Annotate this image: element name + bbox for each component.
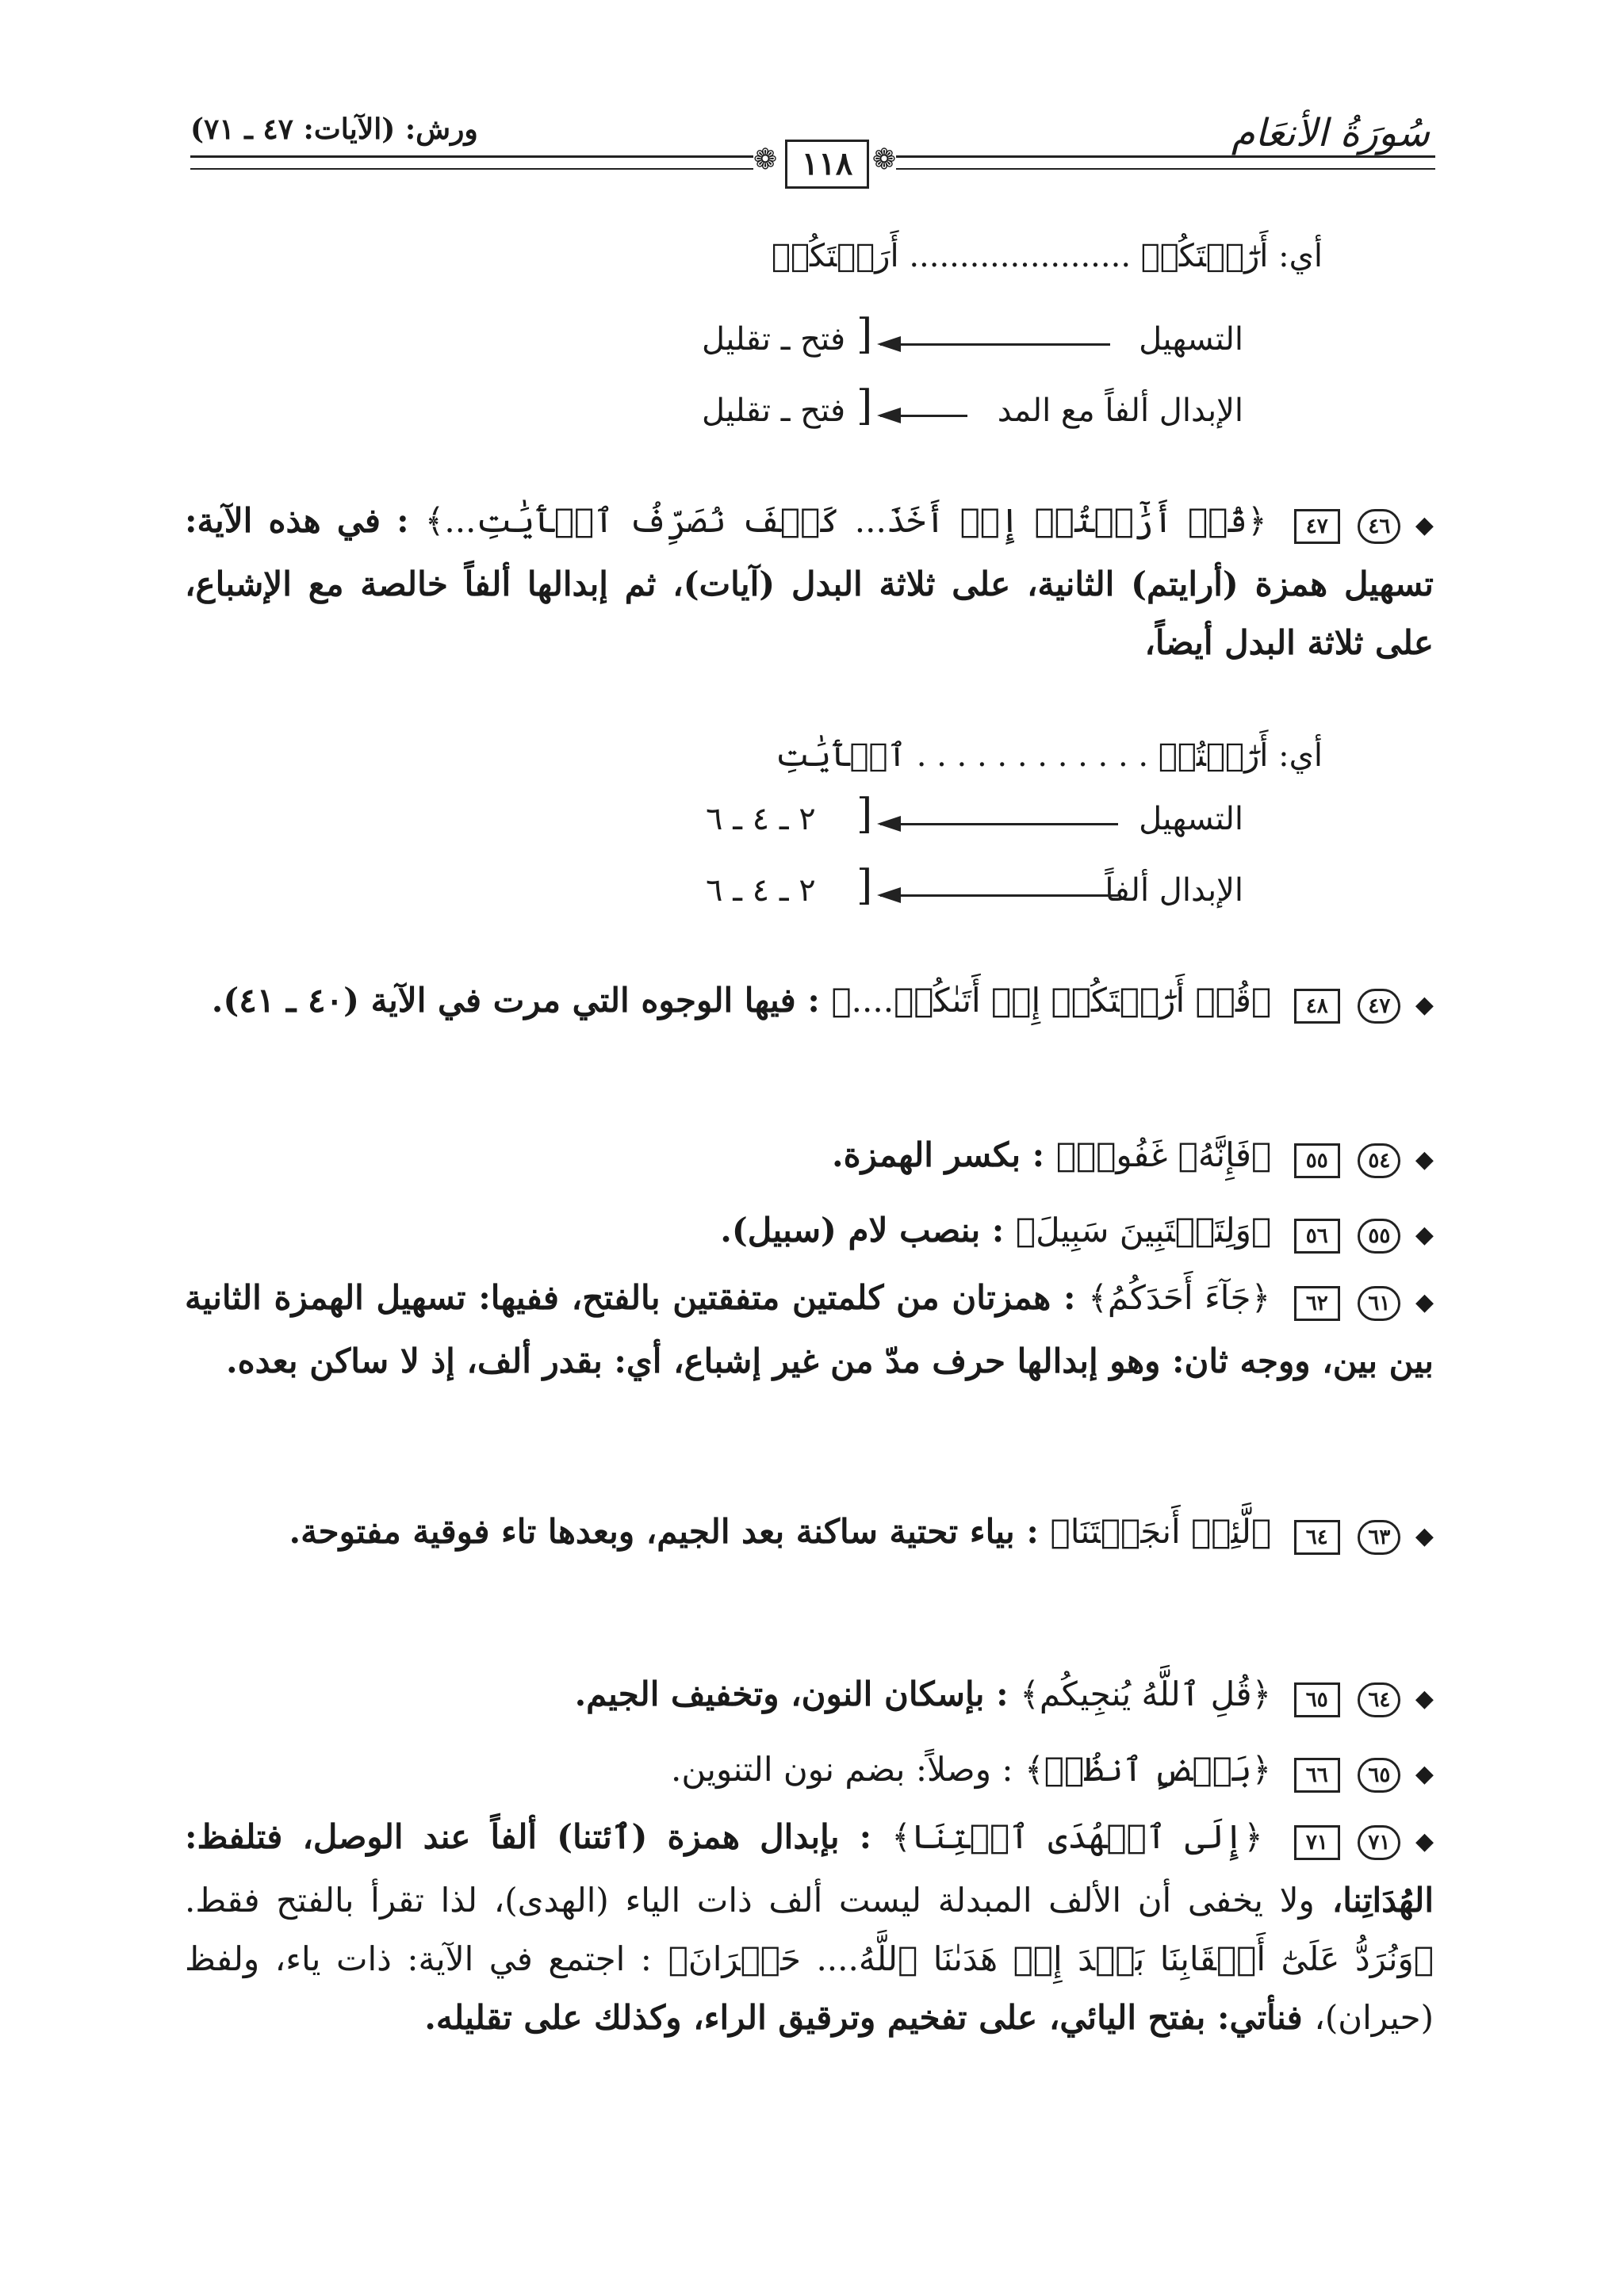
verse-tag — [1291, 1503, 1434, 1566]
block2-row2-label: الإبدال ألفاً — [1105, 872, 1243, 909]
verse-tag — [1291, 1127, 1434, 1189]
block1-row2-bracket: [ — [856, 382, 873, 430]
quran-text: ﴿فَإِنَّهُۥ غَفُورٞ﴾ — [1055, 1135, 1272, 1174]
verse-badge: ٥٥ — [1358, 1219, 1400, 1254]
verse-tag — [1291, 1809, 1434, 1871]
verse-tag — [1291, 972, 1434, 1035]
block2-row2-arrow-icon — [880, 894, 1118, 897]
ornament-left-icon: ❁ — [753, 144, 778, 176]
block2-row1-arrow-icon — [880, 823, 1118, 825]
verse-box: ٦٥ — [1294, 1682, 1340, 1717]
entry-71 — [185, 1808, 1434, 2047]
block2-row1-label: التسهيل — [1139, 801, 1243, 837]
quran-text: ﴿قُلۡ أَرَٰٓيۡتُمۡ إِنۡ أَخَذَ... كَيۡفَ نُصَرِّفُ ٱلۡأٓيَٰتِ...﴾ — [424, 501, 1267, 540]
block2-dots: . . . . . . . . . . . . — [916, 737, 1149, 774]
page-number: ١١٨ — [785, 140, 869, 189]
verse-tag — [1291, 492, 1434, 555]
block1-word2: أَرَيۡتَكُمۡ — [771, 238, 899, 274]
quran-text: ﴿جَآءَ أَحَدَكُمُ﴾ — [1088, 1278, 1271, 1317]
quran-text: ﴿إِلَى ٱلۡهُدَى ٱئۡتِنَا﴾ — [891, 1817, 1263, 1856]
verse-tag — [1291, 1741, 1434, 1804]
block1-row1-value: فتح ـ تقليل — [702, 321, 846, 358]
ornament-right-icon: ❁ — [871, 144, 896, 176]
block1-row1-label: التسهيل — [1139, 321, 1243, 358]
quran-text: ﴿قُلۡ أَرَٰٓيۡتَكُمۡ إِنۡ أَتَىٰكُمۡ....﴾ — [831, 981, 1272, 1020]
entry-46 — [185, 492, 1434, 672]
block1-main-line — [772, 238, 1323, 274]
verse-box: ٤٨ — [1294, 989, 1340, 1024]
entry-65 — [284, 1740, 1434, 1804]
block1-word1: أَرَٰٓيۡتَكُمۡ — [1140, 238, 1269, 274]
verse-badge: ٦٥ — [1358, 1758, 1400, 1793]
block1-row2-value: فتح ـ تقليل — [702, 392, 846, 429]
header-rule-left-top — [190, 155, 753, 158]
verse-box: ٥٦ — [1294, 1219, 1340, 1254]
verse-badge: ٦١ — [1358, 1286, 1400, 1321]
block2-row2-value: ٢ ـ ٤ ـ ٦ — [706, 872, 816, 909]
entry-63 — [185, 1503, 1434, 1566]
highlighted-word: الهُدَاتِنا، — [1331, 1880, 1434, 1920]
quran-text: ﴿لَّئِنۡ أَنجَيۡتَنَا﴾ — [1050, 1512, 1272, 1551]
surah-title: سُورَةُ الأنعَام — [1231, 111, 1430, 155]
verse-badge: ٥٤ — [1358, 1143, 1400, 1178]
verse-tag — [1291, 1666, 1434, 1728]
commentary: : همزتان من كلمتين متفقتين بالفتح، ففيها: تسهيل الهمزة الثانية بين بين، ووجه ثان: وهو إبدالها حرف مدّ من غير إشباع، أي: بقدر ألف، إذ لا ساكن بعده. — [185, 1278, 1434, 1380]
verse-badge: ٤٧ — [1358, 989, 1400, 1024]
block2-main-line — [776, 737, 1323, 774]
block1-row2-arrow-icon — [880, 415, 967, 417]
commentary-bold-2: فنأتي: بفتح اليائي، على تفخيم وترقيق الراء، وكذلك على تقليله. — [424, 1997, 1303, 2037]
entry-61 — [185, 1269, 1434, 1391]
verse-box: ٥٥ — [1294, 1143, 1340, 1178]
verse-pointer-icon: ◆ — [1415, 990, 1434, 1019]
header-rule-right-top — [896, 155, 1435, 158]
verse-pointer-icon: ◆ — [1415, 1522, 1434, 1550]
verse-box: ٦٦ — [1294, 1758, 1340, 1793]
entry-55 — [284, 1201, 1434, 1265]
entry-64 — [284, 1665, 1434, 1728]
verse-pointer-icon: ◆ — [1415, 1220, 1434, 1249]
header-rule-right-bottom — [896, 168, 1435, 170]
verse-badge: ٦٣ — [1358, 1520, 1400, 1555]
verse-tag — [1291, 1202, 1434, 1265]
quran-text: ﴿قُلِ ٱللَّهُ يُنجِيكُم﴾ — [1020, 1675, 1272, 1713]
block1-row1-bracket: [ — [856, 311, 873, 358]
block2-word2: ٱلۡأٓيَٰتِ — [775, 737, 906, 774]
commentary: : في هذه الآية: تسهيل همزة (أرايتم) الثانية، على ثلاثة البدل (آيات)، ثم إبدالها ألفاً خالصة مع الإشباع، على ثلاثة البدل أيضاً، — [185, 501, 1434, 662]
verse-pointer-icon: ◆ — [1415, 1684, 1434, 1713]
verse-range: ورش: (الآيات: ٤٧ ـ ٧١) — [190, 113, 478, 146]
block2-row1-value: ٢ ـ ٤ ـ ٦ — [706, 801, 816, 837]
block2-row2-bracket: [ — [856, 862, 873, 909]
verse-box: ٧١ — [1294, 1825, 1340, 1860]
commentary: : بإسكان النون، وتخفيف الجيم. — [574, 1675, 1009, 1713]
quran-text: ﴿بَعۡضٍ ٱنظُرۡ﴾ — [1025, 1750, 1272, 1789]
block2-word1: أَرَٰٓيۡتُمۡ — [1158, 737, 1269, 774]
commentary: : فيها الوجوه التي مرت في الآية (٤٠ ـ ٤١). — [211, 981, 820, 1020]
quran-text: ﴿وَلِتَسۡتَبِينَ سَبِيلَ﴾ — [1015, 1211, 1272, 1250]
quran-text-2: ﴿وَنُرَدُّ عَلَىٰٓ أَعۡقَابِنَا بَعۡدَ إِذۡ هَدَىٰنَا ٱللَّهُ.... حَيۡرَانَ﴾ — [668, 1939, 1434, 1978]
verse-box: ٤٧ — [1294, 509, 1340, 544]
page-number-frame — [753, 135, 896, 192]
verse-pointer-icon: ◆ — [1415, 1288, 1434, 1316]
verse-badge: ٧١ — [1358, 1825, 1400, 1860]
verse-pointer-icon: ◆ — [1415, 1827, 1434, 1855]
verse-pointer-icon: ◆ — [1415, 511, 1434, 539]
block1-row1-arrow-icon — [880, 343, 1110, 346]
entry-47 — [185, 971, 1434, 1035]
commentary-bold: : بإبدال همزة (ٱئتنا) ألفاً عند الوصل، فتلفظ: — [185, 1817, 872, 1856]
commentary-regular-2: : اجتمع في الآية: ذات ياء، ولفظ (حيران)، — [185, 1939, 1434, 2037]
commentary: : بياء تحتية ساكنة بعد الجيم، وبعدها تاء فوقية مفتوحة. — [289, 1512, 1039, 1551]
block2-row1-bracket: [ — [856, 790, 873, 838]
verse-tag — [1291, 1269, 1434, 1332]
verse-badge: ٤٦ — [1358, 509, 1400, 544]
verse-box: ٦٢ — [1294, 1286, 1340, 1321]
block1-row2-label: الإبدال ألفاً مع المد — [997, 392, 1243, 429]
block1-prefix: أي: — [1278, 238, 1323, 274]
block1-dots: ...................... — [909, 238, 1132, 274]
commentary: : وصلاً: بضم نون التنوين. — [670, 1750, 1013, 1789]
commentary-regular: ولا يخفى أن الألف المبدلة ليست ألف ذات الياء (الهدى)، لذا تقرأ بالفتح فقط. — [185, 1880, 1315, 1920]
block2-prefix: أي: — [1278, 737, 1323, 774]
commentary: : بكسر الهمزة. — [832, 1135, 1045, 1174]
commentary: : بنصب لام (سبيل). — [720, 1211, 1005, 1250]
entry-54 — [284, 1126, 1434, 1189]
verse-badge: ٦٤ — [1358, 1682, 1400, 1717]
verse-box: ٦٤ — [1294, 1520, 1340, 1555]
header-rule-left-bottom — [190, 168, 753, 170]
verse-pointer-icon: ◆ — [1415, 1145, 1434, 1173]
verse-pointer-icon: ◆ — [1415, 1759, 1434, 1788]
